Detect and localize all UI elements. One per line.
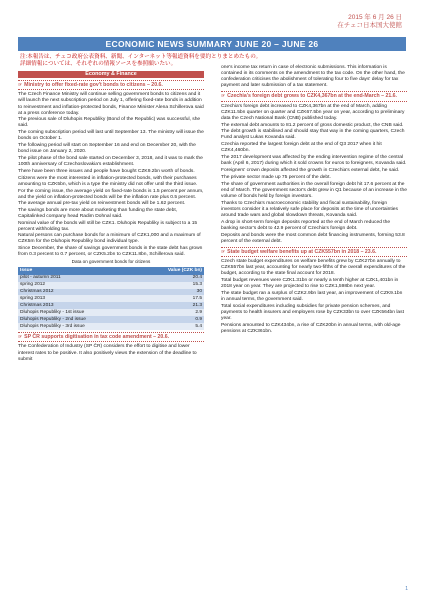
paragraph: The following period will start on September 16 and end on December 20, with the bond issue on January 2, 2020. [18,143,196,155]
cell-value: 17.5 [138,295,204,302]
cell-value: 15.3 [138,282,204,289]
paragraph: The Confederation of Industry (SP ČR) considers the effort to digitise and lower interest rates to be positive. It also positively views the extension of the deadline to submit [18,344,197,362]
paragraph: The private sector made up 75 percent of the debt. [221,174,331,180]
cell-value: 0.9 [138,316,204,323]
paragraph: Total social expenditures including subsidies for private pension schemes, and payments to health insurers and employers rose by CZK33bn to over CZK564bn last year. [221,303,404,321]
cell-value: 2.9 [138,309,204,316]
cell-value: 21.3 [138,302,204,309]
paragraph: The debt growth is stabilised and should stay that way in the coming quarters, Czech Fund analyst Lukas Kovanda said. [221,129,405,141]
article-body-spcr-continued [221,65,407,89]
table-row [18,316,204,323]
article-body-foreign-debt [221,104,407,245]
paragraph: The 2017 development was affected by the ending intervention regime of the central bank (April 6, 2017) during which it sold crowns for euros to foreigners, Kovanda said. [221,155,407,167]
article-title-bonds [18,80,204,90]
paragraph: Nominal value of the bonds will still be CZK1. Dluhopis Republiky is subject to a 15 percent withholding tax. [18,220,198,232]
paragraph: For the coming issue, the average yield on fixed-rate bonds is 1.5 percent per annum, and the yield on inflation-protected bonds will be the inflation rate plus 0.5 percent. The average annual pre-tax yield on reinvestment bonds will be 1.62 percent. [18,188,204,206]
paragraph: Deposits and bonds were the most common debt financing instruments, forming 53.8 percent of the external debt. [221,232,405,244]
paragraph: The previous sale of Dluhopis Republiky (Bond of the Republic) was successful, she said. [18,117,201,129]
article-body-spcr [18,344,204,362]
paragraph: The share of government authorities in the overall foreign debt hit 17.6 percent at the end of March. The government sector's debt grew in Q1 because of an increase in the volume of bonds held by foreign investors. [221,181,407,199]
cell-issue: spring 2013 [18,295,138,302]
table-row [18,323,204,330]
article-body-bonds [18,92,204,258]
paragraph: A drop in short-term foreign deposits reported at the end of March reduced the banking sector's debt to 42.9 percent of Czechia's foreign debt. [221,219,391,231]
cell-issue: Christmas 2013 [18,302,138,309]
table-row [18,282,204,289]
article-title-welfare [221,247,407,257]
cell-issue: Dluhopis Republiky - 3rd issue [18,323,138,330]
cell-issue: Dluhopis Republiky - 2nd issue [18,316,138,323]
pin-icon: ☞ [221,248,226,254]
paragraph: Since December, the share of savings government bonds in the state debt has grown from 0.3 percent to 0.7 percent, or CZK5.2bn to CZK11.8bn, Schillerova said. [18,246,203,258]
paragraph: There have been three issues and people have bought CZK9.2bn worth of bonds. [18,168,195,174]
article-title-text: Ministry to offer fixed-rate gov't bonds to citizens – 20.6. [24,82,163,88]
header-date-block [337,14,402,30]
pin-icon: ☞ [18,334,23,340]
paragraph: The external debt amounts to 81.2 percent of gross domestic product, the CNB said. [221,122,404,128]
cell-issue: Dluhopis Republiky - 1st issue [18,309,138,316]
bonds-table [18,267,204,330]
paragraph: The Czech Finance Ministry will continue selling government bonds to citizens and it will launch the next subscription period on July 1, offering fixed-rate bonds in addition to reinvestment and inflation-protected bonds, Finance Minister Alena Schillerova said at a press conference today. [18,92,204,116]
article-title-text: Czechia's foreign debt grows to CZK4,367bn at the end-March – 21.6. [227,93,397,100]
article-title-spcr [18,332,204,342]
table-row [18,295,204,302]
article-body-welfare [221,259,407,335]
cell-issue: spring 2012 [18,282,138,289]
paragraph: Thanks to Czechia's macroeconomic stability and fiscal sustainability, foreign investors consider it a relatively safe place for deposits at the time of uncertainties around trade wars and global slowdown threats, Kovanda said. [221,200,398,218]
table-row [18,289,204,296]
table-header-row [18,267,204,274]
note-line-2: 詳細情報については、それぞれの情報ソースを参照願いたい。 [20,61,177,67]
section-header-economy: Economy & Finance [18,71,204,78]
newsletter-title: ECONOMIC NEWS SUMMARY JUNE 20 – JUNE 26 [18,37,406,51]
table-row [18,275,204,282]
paragraph: The coming subscription period will last until September 13. The ministry will issue the bonds on October 1. [18,130,204,142]
article-title-text: SP ČR supports digitisation in tax code amendment – 20.6. [24,334,170,341]
header-date: 2015 年 6 月 26 日 [348,14,402,21]
paragraph: Total budget revenues were CZK1.31bn or nearly a tenth higher at CZK1,401bn in 2018 year on year. They are projected to rise to CZK1,598bn next year. [221,277,399,289]
paragraph: The savings bonds are more about marketing than funding the state debt, Capitalinked company head Radim Dohnal said. [18,207,178,219]
article-title-foreign-debt [221,91,407,101]
paragraph: Pensions amounted to CZK434bn, a rise of CZK20bn in annual terms, with old-age pensions at CZK361bn. [221,322,401,334]
cell-value: 20.4 [138,275,204,282]
table-caption: Data on government bonds for citizens [71,259,151,265]
paragraph: Czechia's foreign debt increased to CZK4,367bn at the end of March, adding CZK11.5bn quarter on quarter and CZK67.5bn year on year, according to preliminary data the Czech National Bank (CNB) published today. [221,103,405,121]
article-title-text: State budget welfare benefits up at CZK557bn in 2018 – 23.6. [227,248,377,255]
table-row [18,302,204,309]
pin-icon: ☞ [221,93,226,99]
header-org: 在チェコ日本国大使館 [337,22,402,29]
column-header-issue: Issue [18,267,138,274]
cell-value: 30 [138,289,204,296]
paragraph: The pilot phase of the bond sale started on December 3, 2018, and it was to mark the 100th anniversary of Czechoslovakia's establishment. [18,156,203,168]
paragraph: Citizens were the most interested in inflation-protected bonds, with their purchases amounting to CZK5bn, which is a type the ministry did not offer until the third issue. [18,175,198,187]
paragraph: Foreigners' crown deposits affected the growth in Czechia's external debt, he said. [221,168,400,174]
left-column [18,71,204,363]
paragraph: Czechia reported the largest foreign debt at the end of Q3 2017 when it hit CZK4,460bn. [221,142,382,154]
paragraph: one's income tax return in case of electronic submissions. This information is contained in its comments on the amendment to the tax code. On the other hand, the confederation criticises the abolishment of tolerating four to five days' delay for tax payment and later submission of a tax statement. [221,65,405,89]
paragraph: Czech state budget expenditures on welfare benefits grew by CZK27bn annually to CZK557bn last year, accounting for nearly two-fifths of the overall expenditures of the budget, according to the state final account for 2018. [221,259,406,277]
cell-value: 5.4 [138,323,204,330]
cell-issue: pilot - autumn 2011 [18,275,138,282]
page-number: 1 [405,586,408,592]
right-column [221,65,407,336]
paragraph: The state budget ran a surplus of CZK2.9bn last year, an improvement of CZK9.1bn in annual terms, the government said. [221,290,403,302]
note-line-1: 注:本報告は、チェコ政府公表資料、新聞、インターネット等報道資料を要約とりまとめたもの。 [20,54,262,60]
pin-icon: ☞ [18,82,23,87]
column-header-value: Value (CZK bn) [138,267,204,274]
table-row [18,309,204,316]
paragraph: Natural persons can purchase bonds for a minimum of CZK1,000 and a maximum of CZK5m for the Dluhopis Republiky bond individual type. [18,233,201,245]
cell-issue: Christmas 2012 [18,289,138,296]
